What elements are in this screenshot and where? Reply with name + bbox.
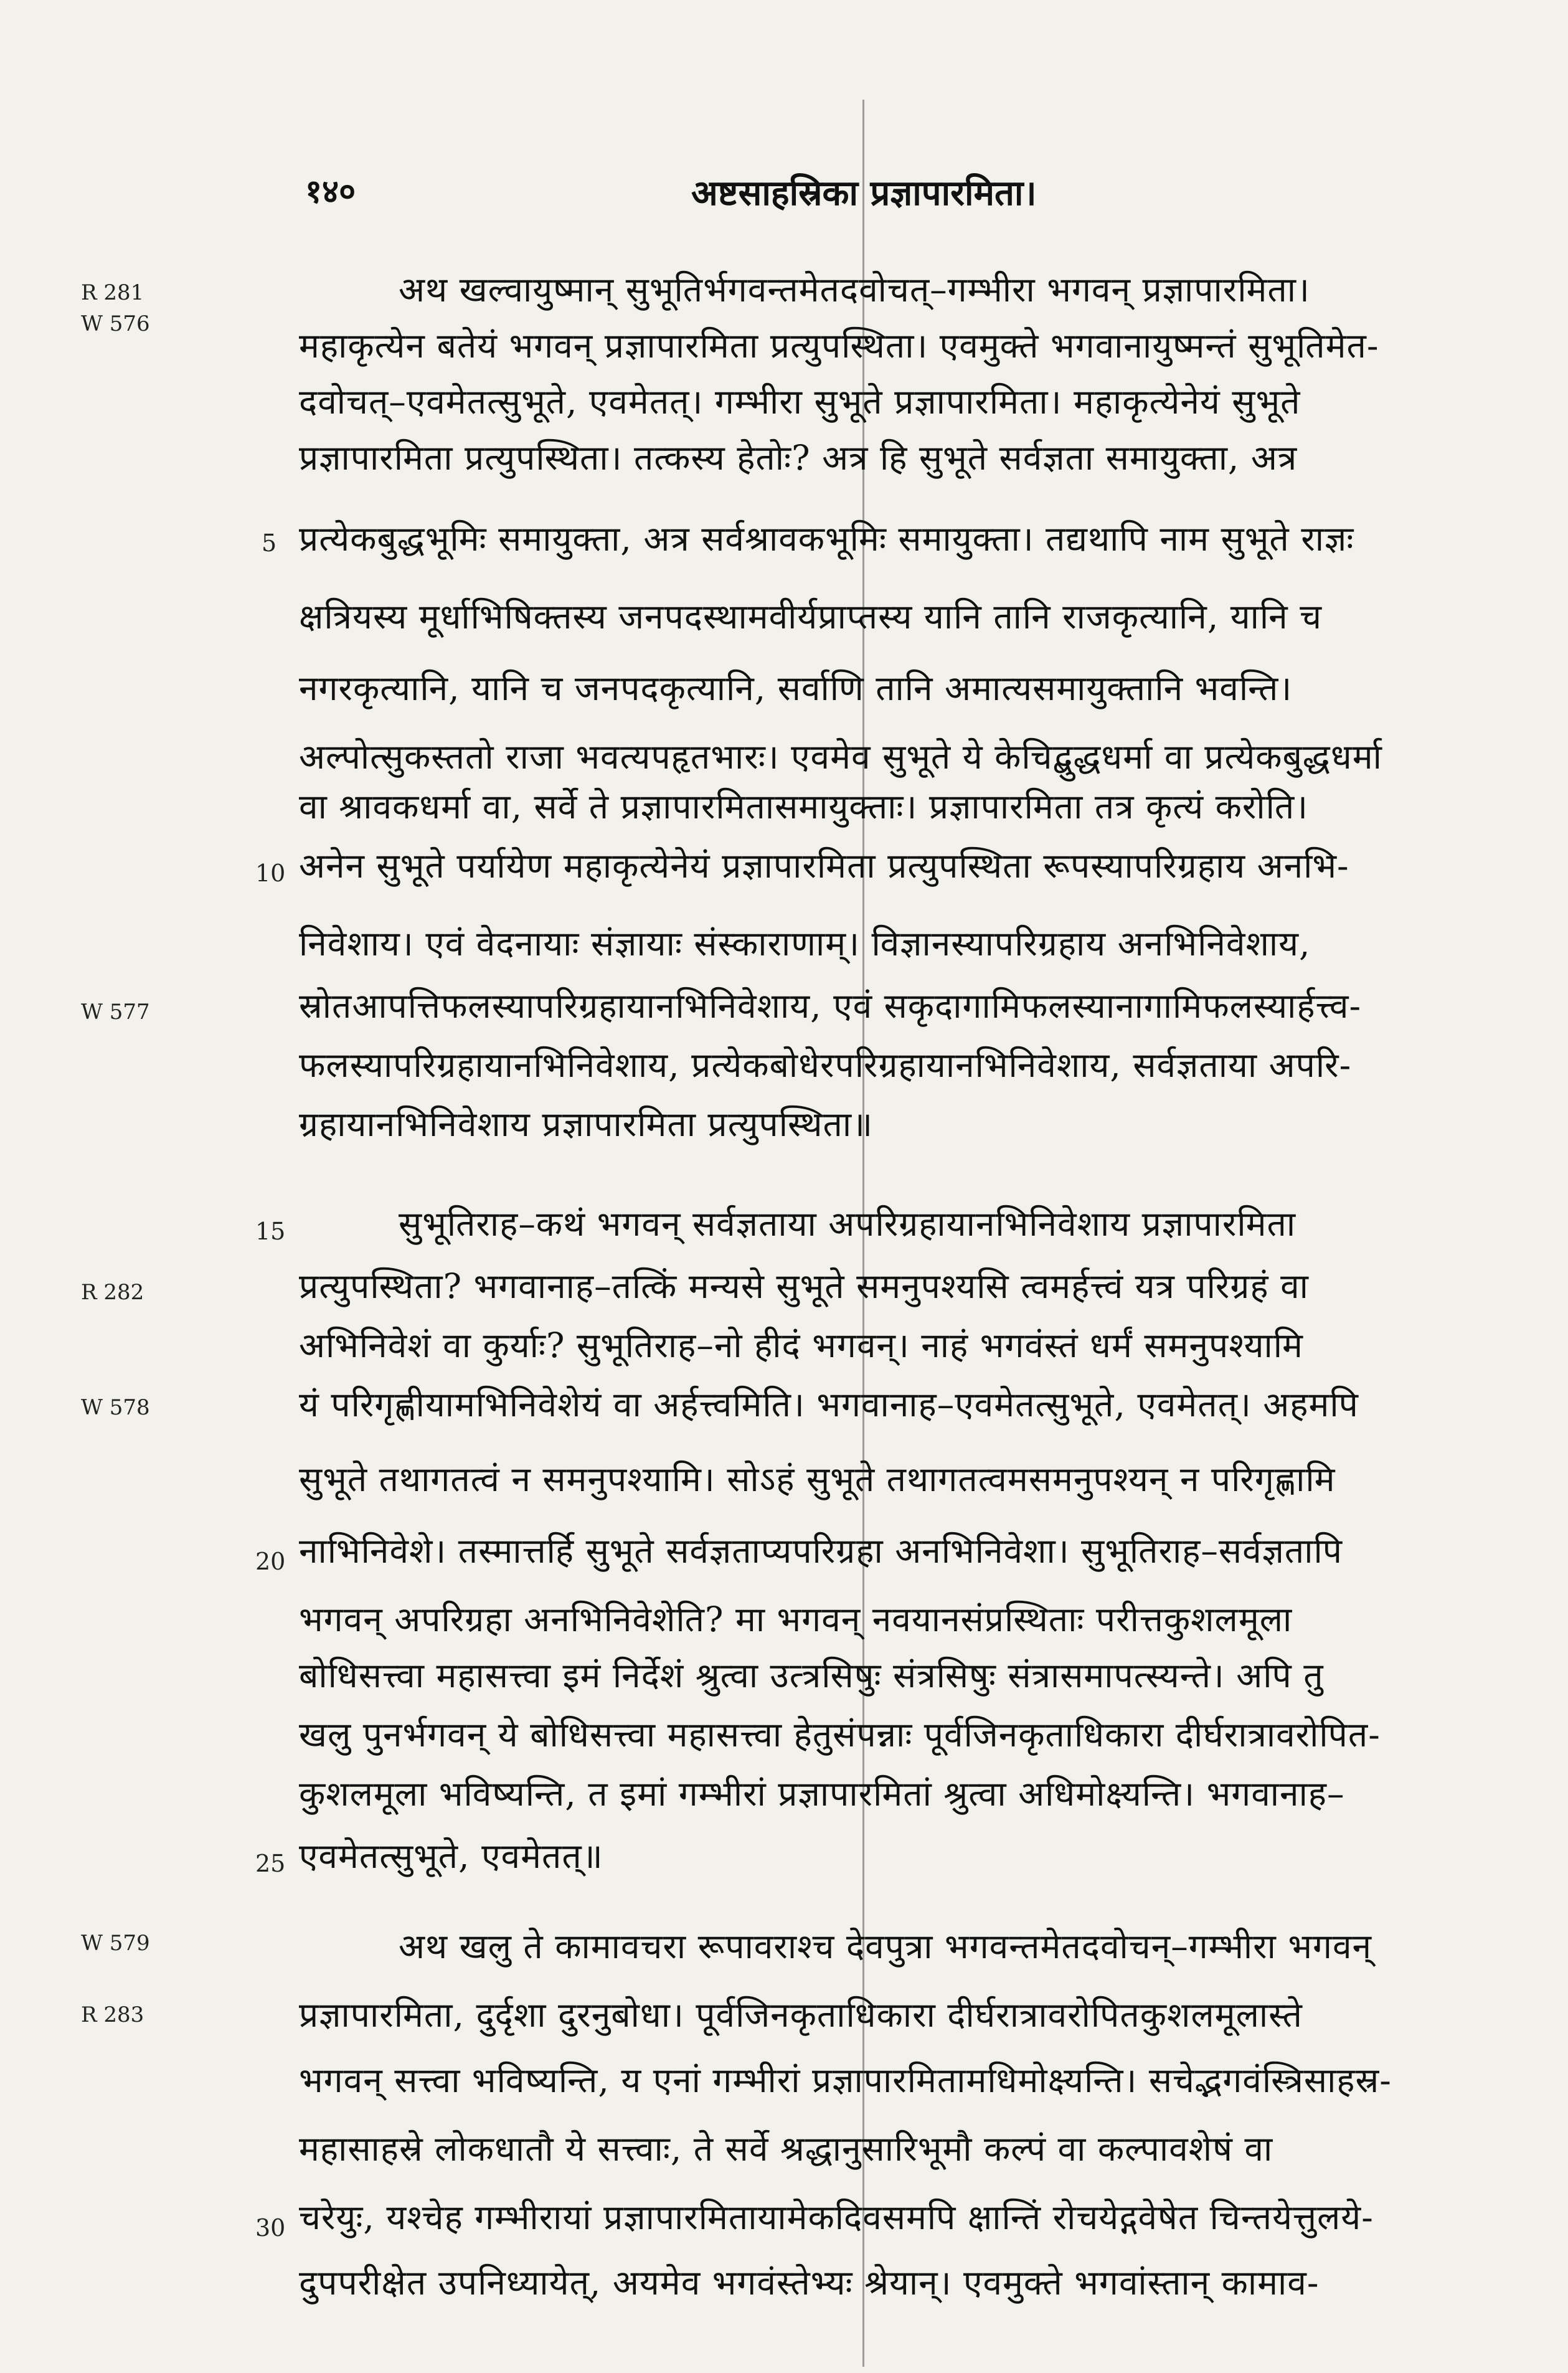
text-line: नाभिनिवेशे। तस्मात्तर्हि सुभूते सर्वज्ञताप्यपरिग्रहा अनभिनिवेशा। सुभूतिराह–सर्वज्ञतापि: [299, 1531, 1343, 1571]
margin-ref-r283: R 283: [81, 2002, 144, 2027]
margin-ref-w579: W 579: [81, 1931, 150, 1956]
text-line: प्रत्युपस्थिता? भगवानाह–तत्किं मन्यसे सुभूते समनुपश्यसि त्वमर्हत्त्वं यत्र परिग्रहं वा: [299, 1266, 1309, 1306]
text-line: भगवन् अपरिग्रहा अनभिनिवेशेति? मा भगवन् नवयानसंप्रस्थिताः परीत्तकुशलमूला: [299, 1599, 1293, 1639]
line-number-30: 30: [255, 2214, 286, 2242]
margin-ref-r281: R 281: [81, 280, 144, 305]
text-line: प्रत्येकबुद्धभूमिः समायुक्ता, अत्र सर्वश्रावकभूमिः समायुक्ता। तद्यथापि नाम सुभूते राज्ञः: [299, 519, 1354, 559]
text-line: अनेन सुभूते पर्यायेण महाकृत्येनेयं प्रज्ञापारमिता प्रत्युपस्थिता रूपस्यापरिग्रहाय अनभि-: [299, 846, 1349, 886]
text-line: बोधिसत्त्वा महासत्त्वा इमं निर्देशं श्रुत्वा उत्त्रसिषुः संत्रसिषुः संत्रासमापत्स्यन्ते। अपि तु: [299, 1655, 1324, 1695]
line-number-10: 10: [255, 860, 286, 887]
text-line: प्रज्ञापारमिता, दुर्दृशा दुरनुबोधा। पूर्वजिनकृताधिकारा दीर्घरात्रावरोपितकुशलमूलास्ते: [299, 1995, 1303, 2035]
text-line: महाकृत्येन बतेयं भगवन् प्रज्ञापारमिता प्रत्युपस्थिता। एवमुक्ते भगवानायुष्मन्तं सुभूतिमेत-: [299, 326, 1379, 366]
line-number-25: 25: [255, 1850, 286, 1877]
text-line: प्रज्ञापारमिता प्रत्युपस्थिता। तत्कस्य हेतोः? अत्र हि सुभूते सर्वज्ञता समायुक्ता, अत्र: [299, 438, 1298, 478]
text-line: सुभूते तथागतत्वं न समनुपश्यामि। सोऽहं सुभूते तथागतत्वमसमनुपश्यन् न परिगृह्णामि: [299, 1459, 1336, 1499]
page-number: १४०: [305, 173, 356, 211]
text-line: क्षत्रियस्य मूर्धाभिषिक्तस्य जनपदस्थामवीर्यप्राप्तस्य यानि तानि राजकृत्यानि, यानि च: [299, 597, 1323, 637]
text-line: स्रोतआपत्तिफलस्यापरिग्रहायानभिनिवेशाय, एवं सकृदागामिफलस्यानागामिफलस्यार्हत्त्व-: [299, 986, 1362, 1026]
text-line: यं परिगृह्णीयामभिनिवेशेयं वा अर्हत्त्वमिति। भगवानाह–एवमेतत्सुभूते, एवमेतत्। अहमपि: [299, 1385, 1359, 1424]
page-header: [0, 168, 1568, 218]
text-line: सुभूतिराह–कथं भगवन् सर्वज्ञताया अपरिग्रहायानभिनिवेशाय प्रज्ञापारमिता: [399, 1204, 1296, 1244]
text-line: वा श्रावकधर्मा वा, सर्वे ते प्रज्ञापारमितासमायुक्ताः। प्रज्ञापारमिता तत्र कृत्यं करोति।: [299, 787, 1309, 827]
text-line: महासाहस्रे लोकधातौ ये सत्त्वाः, ते सर्वे श्रद्धानुसारिभूमौ कल्पं वा कल्पावशेषं वा: [299, 2129, 1273, 2169]
text-line: दुपपरीक्षेत उपनिध्यायेत्, अयमेव भगवंस्तेभ्यः श्रेयान्। एवमुक्ते भगवांस्तान् कामाव-: [299, 2263, 1320, 2303]
text-line: फलस्यापरिग्रहायानभिनिवेशाय, प्रत्येकबोधेरपरिग्रहायानभिनिवेशाय, सर्वज्ञताया अपरि-: [299, 1045, 1352, 1085]
text-line: एवमेतत्सुभूते, एवमेतत्॥: [299, 1836, 603, 1876]
margin-ref-w576: W 576: [81, 311, 150, 336]
text-line: अल्पोत्सुकस्ततो राजा भवत्यपहृतभारः। एवमेव सुभूते ये केचिद्बुद्धधर्मा वा प्रत्येकबुद्धधर्मा: [299, 737, 1382, 777]
text-line: अथ खलु ते कामावचरा रूपावराश्च देवपुत्रा भगवन्तमेतदवोचन्–गम्भीरा भगवन्: [399, 1926, 1372, 1966]
text-line: खलु पुनर्भगवन् ये बोधिसत्त्वा महासत्त्वा हेतुसंपन्नाः पूर्वजिनकृताधिकारा दीर्घरात्रावरोपित-: [299, 1715, 1381, 1755]
text-line: भगवन् सत्त्वा भविष्यन्ति, य एनां गम्भीरां प्रज्ञापारमितामधिमोक्ष्यन्ति। सचेद्भगवंस्त्रिसाहस्र-: [299, 2060, 1392, 2100]
margin-ref-w577: W 577: [81, 1000, 150, 1025]
margin-ref-r282: R 282: [81, 1280, 144, 1305]
text-line: दवोचत्–एवमेतत्सुभूते, एवमेतत्। गम्भीरा सुभूते प्रज्ञापारमिता। महाकृत्येनेयं सुभूते: [299, 382, 1301, 422]
text-line: कुशलमूला भविष्यन्ति, त इमां गम्भीरां प्रज्ञापारमितां श्रुत्वा अधिमोक्ष्यन्ति। भगवानाह–: [299, 1774, 1345, 1814]
margin-ref-w578: W 578: [81, 1395, 150, 1420]
text-line: अथ खल्वायुष्मान् सुभूतिर्भगवन्तमेतदवोचत्–गम्भीरा भगवन् प्रज्ञापारमिता।: [399, 270, 1310, 310]
line-number-20: 20: [255, 1548, 286, 1575]
line-number-15: 15: [255, 1218, 286, 1245]
line-number-5: 5: [262, 529, 277, 557]
text-line: नगरकृत्यानि, यानि च जनपदकृत्यानि, सर्वाणि तानि अमात्यसमायुक्तानि भवन्ति।: [299, 668, 1293, 708]
text-line: ग्रहायानभिनिवेशाय प्रज्ञापारमिता प्रत्युपस्थिता॥: [299, 1104, 874, 1144]
text-line: निवेशाय। एवं वेदनायाः संज्ञायाः संस्काराणाम्। विज्ञानस्यापरिग्रहाय अनभिनिवेशाय,: [299, 924, 1311, 964]
text-line: चरेयुः, यश्चेह गम्भीरायां प्रज्ञापारमितायामेकदिवसमपि क्षान्तिं रोचयेद्गवेषेत चिन्तयेत्तुलये-: [299, 2197, 1374, 2237]
running-title: अष्टसाहस्रिका प्रज्ञापारमिता।: [691, 173, 1037, 214]
text-line: अभिनिवेशं वा कुर्याः? सुभूतिराह–नो हीदं भगवन्। नाहं भगवंस्तं धर्मं समनुपश्यामि: [299, 1325, 1303, 1365]
